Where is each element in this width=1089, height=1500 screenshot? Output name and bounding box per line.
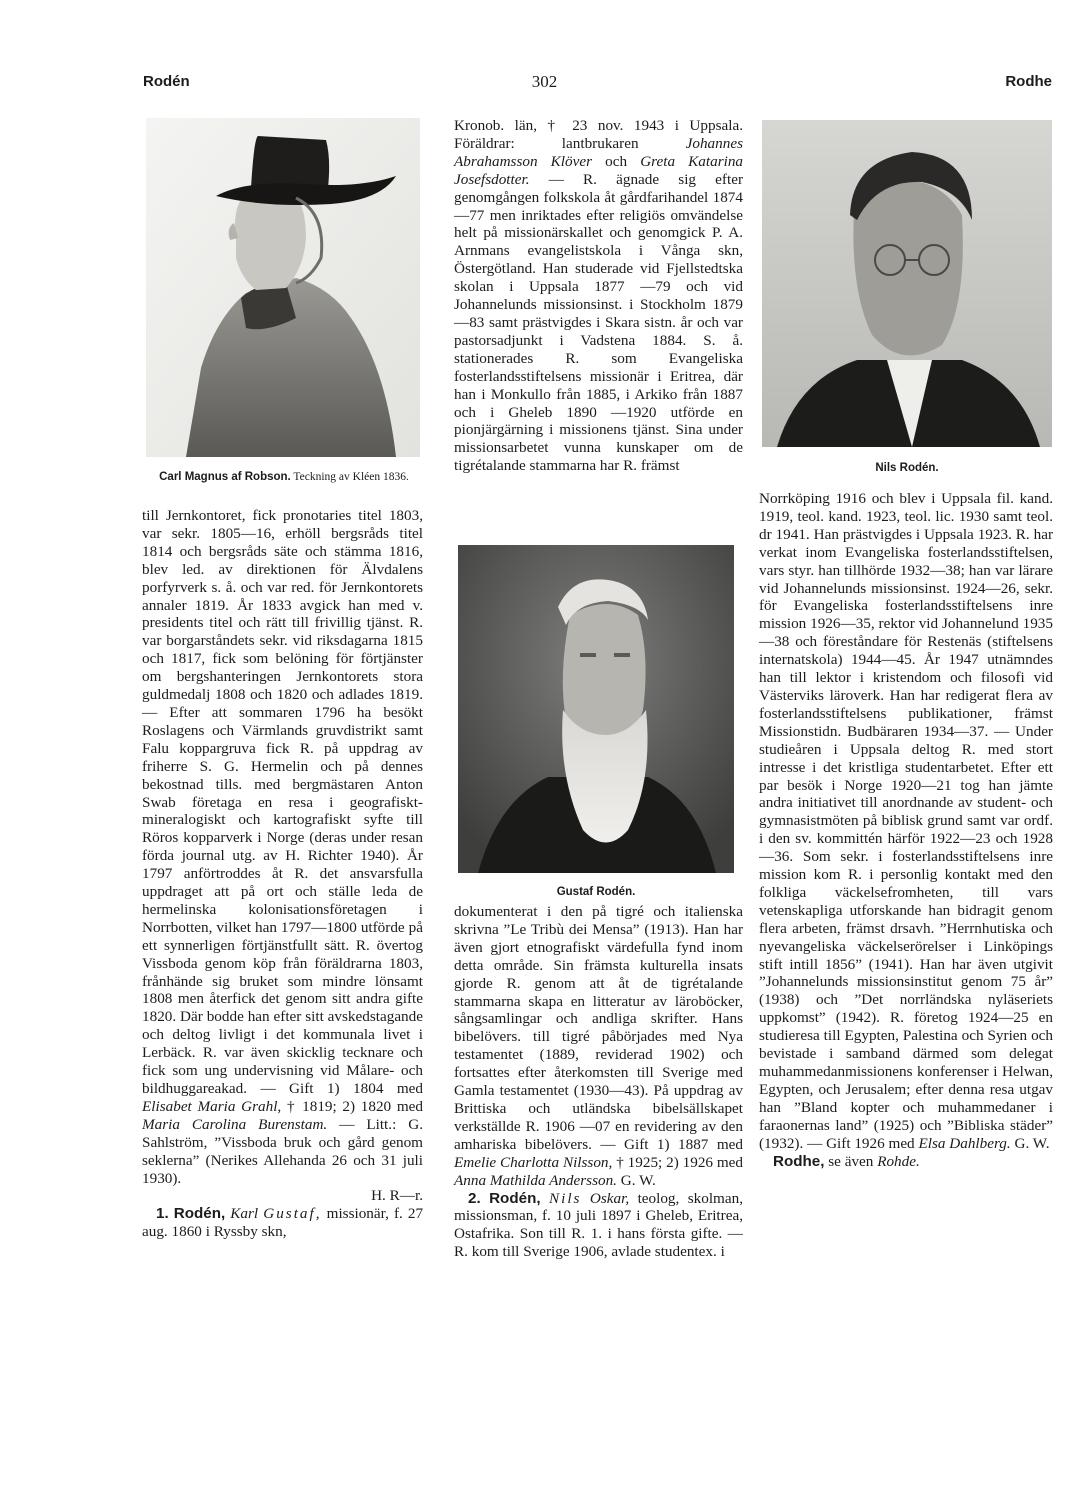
- col3-wife: Elsa Dahlberg.: [918, 1134, 1011, 1152]
- cross-reference-rodhe: [759, 1153, 1053, 1171]
- column-2-top: [454, 117, 743, 475]
- col1-mid: † 1819; 2) 1820 med: [286, 1097, 423, 1115]
- entry-2-given: Oskar,: [589, 1189, 630, 1207]
- col1-signature: H. R—r.: [371, 1187, 423, 1205]
- running-head-right: Rodhe: [1005, 73, 1052, 90]
- col3-signature: G. W.: [1014, 1134, 1050, 1152]
- portrait-bearded-man-icon: [458, 545, 734, 873]
- entry-1-surname: Rodén,: [173, 1205, 226, 1223]
- portrait-gustaf: [458, 545, 734, 873]
- xref-text: se även: [828, 1152, 874, 1170]
- col2-mid: † 1925; 2) 1926 med: [616, 1153, 744, 1171]
- portrait-robson: [146, 118, 420, 457]
- caption-gustaf-text: Gustaf Rodén.: [556, 886, 636, 898]
- col1-literature: — Litt.: G. Sahlström, ”Vissboda bruk och gård genom seklerna” (Nerikes Allehanda 26 och 31 juli 1930).: [142, 1115, 424, 1187]
- column-2-bottom: [454, 903, 743, 1261]
- entry-2-number: 2.: [468, 1189, 481, 1207]
- caption-nils-text: Nils Rodén.: [875, 462, 939, 474]
- col1-paragraph: till Jernkontoret, fick pronotaries titel 1803, var sekr. 1805—16, erhöll bergsråds titel 1814 och bergsråds säte och stämma 1816, blev led. av direktionen för Älvdalens porfyrverk s. å. och var red. för Jernkontorets annaler 1819. År 1833 avgick han med v. presidents titel och rätt till frivillig tjänst. R. var borgarståndets sekr. vid riksdagarna 1815 och 1817, fick som belöning för förtjänster om bergshanteringen Jernkontorets stora guldmedalj 1808 och 1820 och adlades 1819. — Efter att sommaren 1796 ha besökt Roslagens och Värmlands gruvdistrikt samt Falu koppargruva fick R. på uppdrag av friherre S. G. Hermelin och på dennes bekostnad tills. med bergmästaren Anton Swab företaga en resa i geografiskt-mineralogiskt och kartografiskt syfte till Röros kopparverk i Norge (deras under resan förda journal utg. av H. Richter 1940). År 1797 anförtroddes åt R. det ansvarsfulla uppdraget att på ort och ställe leda de hermelinska kolonisationsföretagen i Norrbotten, vilket han 1797—1800 utförde på ett synnerligen förtjänstfullt sätt. R. övertog Vissboda genom köp från föräldrarna 1803, frånhände sig bruket som mindre lönsamt 1808 men återfick det genom sitt andra gifte 1820. Där bodde han efter sitt avskedstagande och deltog livligt i det kommunala livet i Lerbäck. R. var även skicklig tecknare och fick som ung undervisning vid Målare- och bildhuggareakad. — Gift 1) 1804 med: [142, 507, 423, 1097]
- col3-paragraph: Norrköping 1916 och blev i Uppsala fil. kand. 1919, teol. kand. 1923, teol. lic. 1930 samt teol. dr 1941. Han prästvigdes i Uppsala 1923. R. har verkat inom Evangeliska fosterlandsstiftelsen, vars styr. han tillhörde 1932—38; han var lärare vid Johannelunds missionsinst. 1924—26, sekr. för Evangeliska fosterlandsstiftelsens inre mission 1926—35, rektor vid Johannelund 1935—38 och föreståndare för Restenäs (stiftelsens internatskola) 1944—45. År 1947 utnämndes han till lektor i kristendom och filosofi vid Västerviks läroverk. Han har redigerat flera av fosterlandsstiftelsens publikationer, främst Missionstidn. Budbäraren 1934—37. — Under studieåren i Uppsala deltog R. med stort intresse i det kristliga studentarbetet. Efter ett par besök i Norge 1920—21 tog han jämte andra initiativet till anordnande av student- och gymnasistmöten på biblisk grund samt var ordf. i den sv. kommittén härför 1922—23 och 1928—36. Som sekr. i fosterlandsstiftelsens inre mission kom R. i personlig kontakt med den folkliga väckelsefromheten, till vars vetenskapliga utforskande han bidragit genom flera arbeten, främst drsavh. ”Herrnhutiska och nyevangeliska väckelserörelser i Linköpings stift intill 1856” (1941). Han har även utgivit ”Johannelunds missionsinstitut genom 75 år” (1938) och ”Det norrländska nyläseriets uppkomst” (1942). R. företog 1924—25 en studieresa till Egypten, Palestina och Syrien och bevistade i samband därmed som delegat muhammedanmissionens konferenser i Helwan, Egypten, och Jerusalem; efter denna resa utgav han ”Bland kopter och muhammedaner i faraonernas land” (1925) och ”Bibliska städer” (1932). — Gift 1926 med: [759, 490, 1053, 1152]
- col2-och: och: [605, 152, 628, 170]
- column-3: [759, 490, 1053, 1170]
- col1-wife1: Elisabet Maria Grahl,: [142, 1097, 282, 1115]
- caption-robson: [140, 470, 428, 484]
- caption-robson-name: Carl Magnus af Robson.: [159, 471, 291, 483]
- entry-1-text: missionär, f. 27 aug. 1860 i Ryssby skn,: [142, 1205, 424, 1241]
- page-number: 302: [531, 72, 558, 91]
- column-1: [142, 507, 423, 1241]
- xref-name: Rodhe,: [773, 1152, 825, 1170]
- entry-nils-oskar: [454, 1190, 743, 1262]
- col1-wife2: Maria Carolina Burenstam.: [142, 1115, 328, 1133]
- portrait-nils: [762, 120, 1052, 447]
- entry-1-given: Karl: [230, 1205, 259, 1223]
- col2-wife1: Emelie Charlotta Nilsson,: [454, 1153, 613, 1171]
- col2-paragraph-2: dokumenterat i den på tigré och italienska skrivna ”Le Tribù dei Mensa” (1913). Han har även gjort etnografiskt värdefulla fynd inom detta område. Sin främsta kulturella insats gjorde R. genom att åt de tigrétalande stammarna skapa en litteratur av läroböcker, sångsamlingar och andliga skrifter. Hans bibelövers. till tigré påbörjades med Nya testamentet (1889, reviderad 1902) och fortsattes efter återkomsten till Sverige med Gamla testamentet (1930—43). På uppdrag av Brittiska och utländska bibelsällskapet verkställde R. 1906 —07 en revidering av den amhariska bibelövers. — Gift 1) 1887 med: [454, 903, 743, 1153]
- xref-target: Rohde.: [877, 1152, 920, 1170]
- caption-nils: [762, 461, 1052, 475]
- col2-mother: Greta Katarina Josefsdotter.: [454, 152, 744, 188]
- entry-2-text: teolog, skolman, missionsman, f. 10 juli 1897 i Gheleb, Eritrea, Ostafrika. Son till R. 1. i hans första gifte. — R. kom till Sverige 1906, avlade studentex. i: [454, 1189, 744, 1261]
- entry-2-surname: Rodén,: [489, 1189, 541, 1207]
- caption-gustaf: [458, 885, 734, 899]
- entry-2-given-spaced: Nils: [548, 1189, 582, 1207]
- col2-father: Johannes Abrahamsson Klöver: [454, 134, 743, 170]
- portrait-man-top-hat-icon: [146, 118, 420, 457]
- entry-1-number: 1.: [156, 1205, 169, 1223]
- entry-1-given-spaced: Gustaf,: [263, 1205, 322, 1223]
- col2-wife2: Anna Mathilda Andersson.: [454, 1171, 617, 1189]
- portrait-man-glasses-icon: [762, 120, 1052, 447]
- col2-paragraph-1: Kronob. län, † 23 nov. 1943 i Uppsala. Föräldrar: lantbrukaren: [454, 117, 743, 152]
- entry-karl-gustaf: [142, 1205, 423, 1241]
- col2-signature: G. W.: [620, 1171, 656, 1189]
- caption-robson-text: Teckning av Kléen 1836.: [293, 471, 409, 483]
- running-head-left: Rodén: [143, 73, 190, 90]
- col2-paragraph-1b: — R. ägnade sig efter genomgången folkskola åt gårdfarihandel 1874—77 men inriktades efter religiös omvändelse helt på missionärskallet och genomgick P. A. Arnmans evangelistskola i Vånga skn, Östergötland. Han studerade vid Fjellstedtska skolan i Uppsala 1877 —79 och vid Johannelunds missionsinst. i Stockholm 1879—83 samt prästvigdes i Skara sistn. år och var pastorsadjunkt i Vadstena 1884. S. å. stationerades R. som Evangeliska fosterlandsstiftelsens missionär i Eritrea, där han i Monkullo från 1885, i Arkiko från 1887 och i Gheleb 1890 —1920 utförde en pionjärgärning i missionens tjänst. Sina under missionsarbetet vunna kunskaper om de tigrétalande stammarna har R. främst: [454, 170, 743, 475]
